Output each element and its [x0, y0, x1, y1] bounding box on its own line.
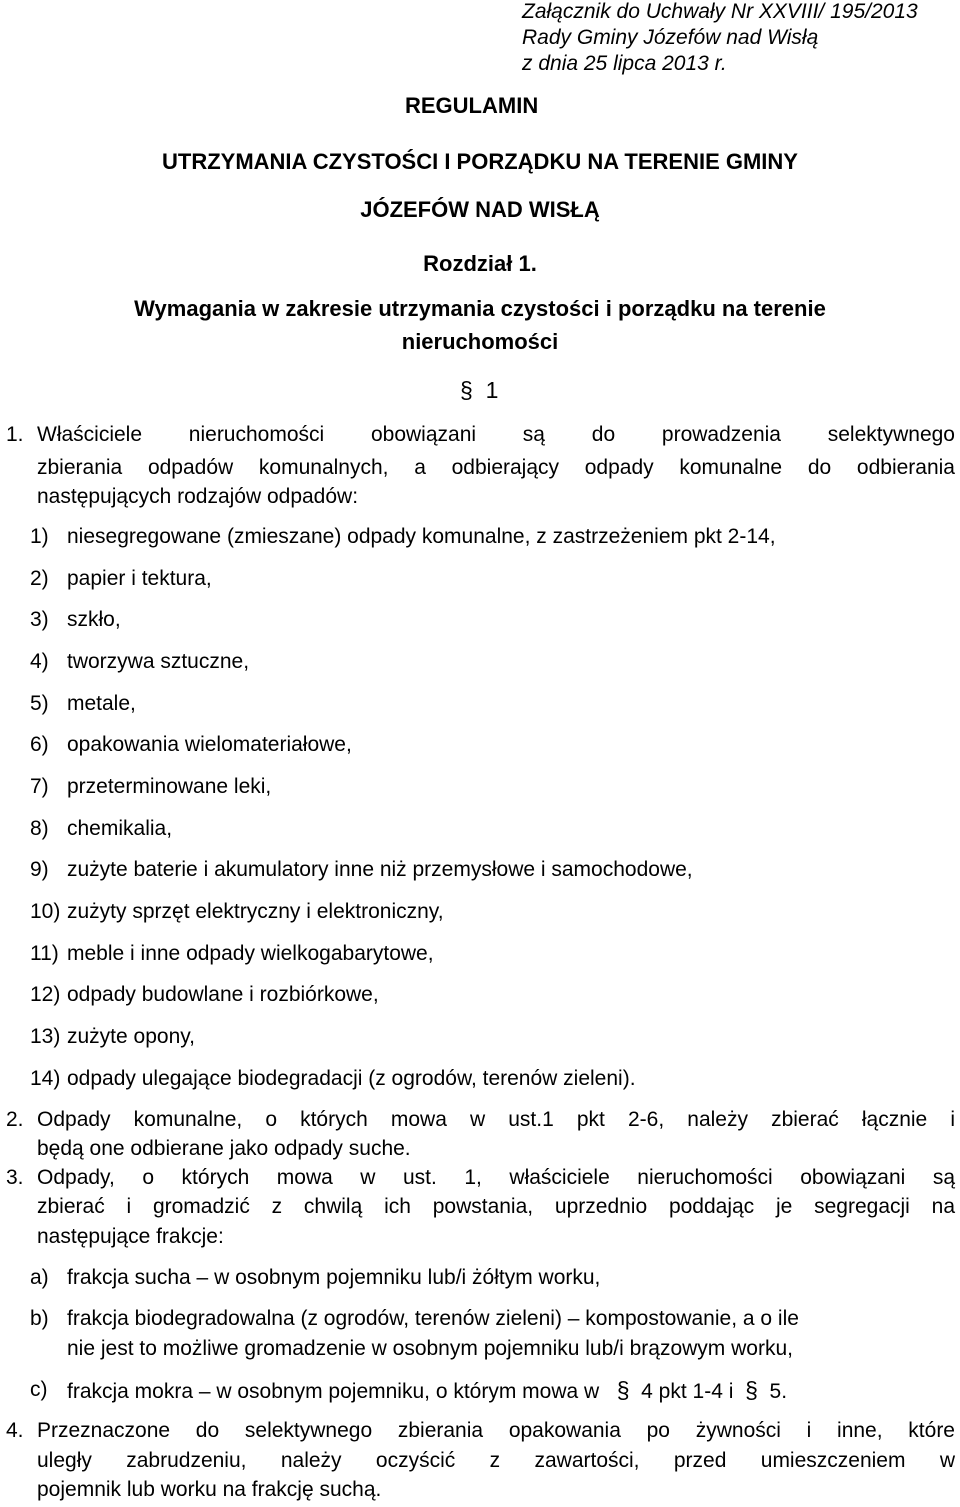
fraction-c-text — [67, 1378, 787, 1404]
fraction-a-label: a) — [30, 1266, 49, 1289]
doc-title-line-1: UTRZYMANIA CZYSTOŚCI I PORZĄDKU NA TERENIE GMINY — [162, 149, 798, 174]
section-number: 1 — [485, 377, 499, 403]
section-heading — [460, 377, 498, 404]
list-item: niesegregowane (zmieszane) odpady komunalne, z zastrzeżeniem pkt 2-14, — [67, 525, 776, 548]
list-item-number: 14) — [30, 1067, 61, 1090]
list-item: przeterminowane leki, — [67, 775, 272, 798]
list-item-number: 9) — [30, 858, 49, 881]
list-item-number: 5) — [30, 692, 49, 715]
chapter-label: Rozdział 1. — [423, 251, 537, 276]
fraction-c-text-middle: 4 pkt 1-4 i — [641, 1380, 734, 1403]
list-item-number: 3) — [30, 608, 49, 631]
paragraph-3-line-1: Odpady, o których mowa w ust. 1, właściciele nieruchomości obowiązani są — [37, 1166, 955, 1189]
fraction-b-line-1: frakcja biodegradowalna (z ogrodów, terenów zieleni) – kompostowanie, a o ile — [67, 1307, 799, 1330]
paragraph-3-line-2: zbierać i gromadzić z chwilą ich powstania, uprzednio poddając je segregacji na — [37, 1195, 955, 1218]
paragraph-1-line-1: Właściciele nieruchomości obowiązani są do prowadzenia selektywnego — [37, 423, 955, 446]
paragraph-2-number: 2. — [6, 1108, 24, 1131]
paragraph-4-line-1: Przeznaczone do selektywnego zbierania opakowania po żywności i inne, które — [37, 1419, 955, 1442]
fraction-c-label: c) — [30, 1378, 48, 1401]
section-symbol: § — [616, 1377, 630, 1403]
section-symbol: § — [460, 377, 473, 403]
list-item-number: 4) — [30, 650, 49, 673]
list-item: zużyty sprzęt elektryczny i elektroniczny, — [67, 900, 444, 923]
fraction-b-line-2: nie jest to możliwe gromadzenie w osobnym pojemniku lub/i brązowym worku, — [67, 1337, 793, 1360]
list-item-number: 1) — [30, 525, 49, 548]
fraction-c-text-end: 5. — [769, 1380, 788, 1403]
list-item: papier i tektura, — [67, 567, 212, 590]
list-item-number: 7) — [30, 775, 49, 798]
paragraph-3-number: 3. — [6, 1166, 24, 1189]
annex-line-1: Załącznik do Uchwały Nr XXVIII/ 195/2013 — [522, 0, 918, 23]
list-item-number: 8) — [30, 817, 49, 840]
list-item: opakowania wielomateriałowe, — [67, 733, 352, 756]
list-item: zużyte baterie i akumulatory inne niż przemysłowe i samochodowe, — [67, 858, 693, 881]
list-item-number: 10) — [30, 900, 61, 923]
list-item: szkło, — [67, 608, 121, 631]
paragraph-1-number: 1. — [6, 423, 24, 446]
paragraph-1-line-2: zbierania odpadów komunalnych, a odbierający odpady komunalne do odbierania — [37, 456, 955, 479]
annex-line-3: z dnia 25 lipca 2013 r. — [522, 52, 727, 75]
chapter-title-line-2: nieruchomości — [401, 329, 559, 354]
doc-title-regulamin: REGULAMIN — [405, 93, 539, 118]
list-item: chemikalia, — [67, 817, 173, 840]
list-item-number: 13) — [30, 1025, 61, 1048]
list-item-number: 12) — [30, 983, 61, 1006]
paragraph-4-number: 4. — [6, 1419, 24, 1442]
list-item: zużyte opony, — [67, 1025, 196, 1048]
list-item-number: 2) — [30, 567, 49, 590]
list-item: tworzywa sztuczne, — [67, 650, 250, 673]
fraction-b-label: b) — [30, 1307, 49, 1330]
fraction-c-text-start: frakcja mokra – w osobnym pojemniku, o którym mowa w — [67, 1380, 600, 1403]
paragraph-2-line-2: będą one odbierane jako odpady suche. — [37, 1137, 411, 1160]
paragraph-1-line-3: następujących rodzajów odpadów: — [37, 485, 359, 508]
annex-line-2: Rady Gminy Józefów nad Wisłą — [522, 26, 819, 49]
paragraph-4-line-2: uległy zabrudzeniu, należy oczyścić z zawartości, przed umieszczeniem w — [37, 1449, 955, 1472]
paragraph-4-line-3: pojemnik lub worku na frakcję suchą. — [37, 1478, 382, 1501]
list-item: odpady budowlane i rozbiórkowe, — [67, 983, 379, 1006]
chapter-title-line-1: Wymagania w zakresie utrzymania czystości i porządku na terenie — [134, 296, 826, 321]
doc-title-line-2: JÓZEFÓW NAD WISŁĄ — [360, 197, 600, 222]
list-item: meble i inne odpady wielkogabarytowe, — [67, 942, 434, 965]
list-item: odpady ulegające biodegradacji (z ogrodów, terenów zieleni). — [67, 1067, 636, 1090]
paragraph-3-line-3: następujące frakcje: — [37, 1225, 224, 1248]
list-item-number: 6) — [30, 733, 49, 756]
paragraph-2-line-1: Odpady komunalne, o których mowa w ust.1 pkt 2-6, należy zbierać łącznie i — [37, 1108, 955, 1131]
fraction-a-text: frakcja sucha – w osobnym pojemniku lub/i żółtym worku, — [67, 1266, 601, 1289]
list-item-number: 11) — [30, 942, 59, 965]
list-item: metale, — [67, 692, 136, 715]
section-symbol: § — [745, 1377, 758, 1403]
